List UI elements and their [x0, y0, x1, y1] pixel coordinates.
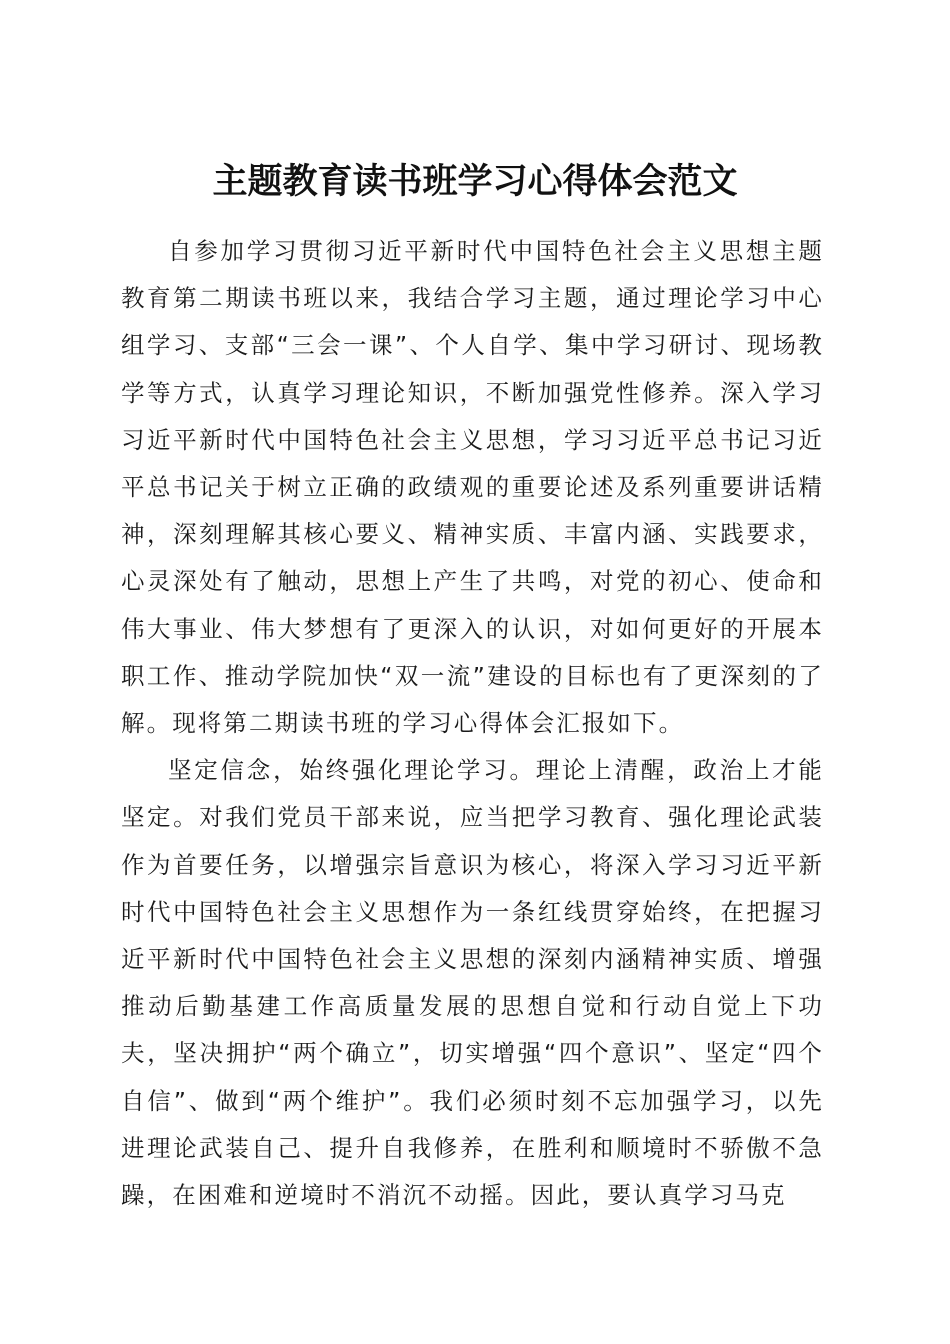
- paragraph-intro: 自参加学习贯彻习近平新时代中国特色社会主义思想主题教育第二期读书班以来，我结合学习主题，通过理论学习中心组学习、支部“三会一课”、个人自学、集中学习研讨、现场教学等方式，认真学习理论知识，不断加强党性修养。深入学习习近平新时代中国特色社会主义思想，学习习近平总书记习近平总书记关于树立正确的政绩观的重要论述及系列重要讲话精神，深刻理解其核心要义、精神实质、丰富内涵、实践要求，心灵深处有了触动，思想上产生了共鸣，对党的初心、使命和伟大事业、伟大梦想有了更深入的认识，对如何更好的开展本职工作、推动学院加快“双一流”建设的目标也有了更深刻的了解。现将第二期读书班的学习心得体会汇报如下。: [121, 237, 824, 738]
- document-title: 主题教育读书班学习心得体会范文: [212, 161, 738, 203]
- document-body: [121, 228, 824, 1219]
- paragraph-firm-belief: 坚定信念，始终强化理论学习。理论上清醒，政治上才能坚定。对我们党员干部来说，应当把学习教育、强化理论武装作为首要任务，以增强宗旨意识为核心，将深入学习习近平新时代中国特色社会主义思想作为一条红线贯穿始终，在把握习近平新时代中国特色社会主义思想的深刻内涵精神实质、增强推动后勤基建工作高质量发展的思想自觉和行动自觉上下功夫，坚决拥护“两个确立”，切实增强“四个意识”、坚定“四个自信”、做到“两个维护”。我们必须时刻不忘加强学习，以先进理论武装自己、提升自我修养，在胜利和顺境时不骄傲不急躁，在困难和逆境时不消沉不动摇。因此，要认真学习马克: [121, 756, 824, 1210]
